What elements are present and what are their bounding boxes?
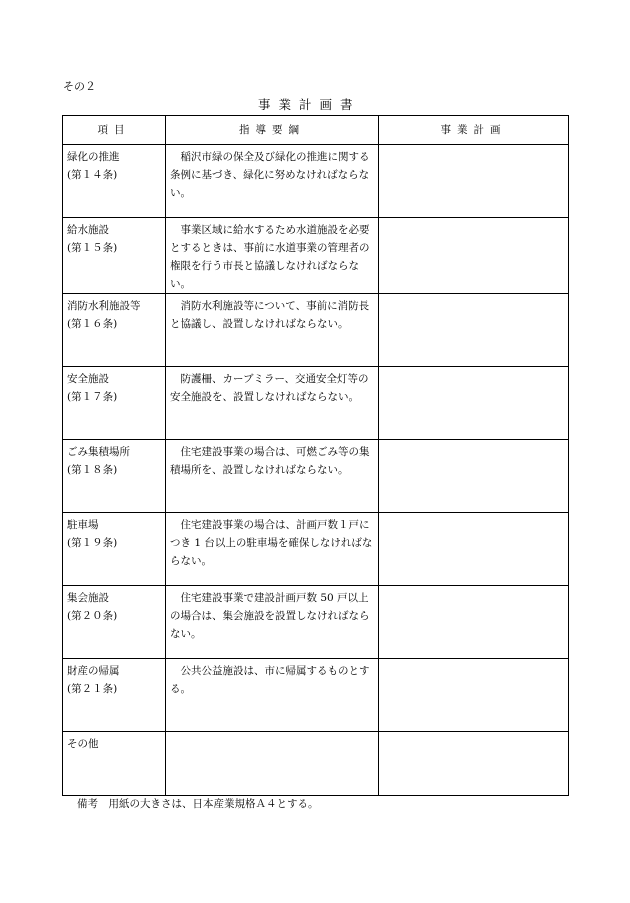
plan-cell[interactable]	[379, 586, 569, 659]
item-name: 消防水利施設等	[67, 300, 141, 312]
plan-cell[interactable]	[379, 294, 569, 367]
item-cell	[63, 218, 166, 294]
header-plan: 事業計画	[379, 116, 569, 145]
item-cell	[63, 294, 166, 367]
item-cell	[63, 586, 166, 659]
plan-cell[interactable]	[379, 440, 569, 513]
item-name: 財産の帰属	[67, 665, 120, 677]
guideline-cell: 住宅建設事業で建設計画戸数 50 戸以上の場合は、集会施設を設置しなければならない。	[166, 586, 379, 659]
guideline-cell: 防護柵、カーブミラー、交通安全灯等の安全施設を、設置しなければならない。	[166, 367, 379, 440]
plan-cell[interactable]	[379, 145, 569, 218]
plan-cell[interactable]	[379, 218, 569, 294]
table-row	[63, 367, 569, 440]
item-name: 集会施設	[67, 592, 109, 604]
item-article: (第２０条)	[67, 610, 118, 622]
item-article: (第１７条)	[67, 391, 118, 403]
item-cell	[63, 367, 166, 440]
item-name: ごみ集積場所	[67, 446, 130, 458]
table-row	[63, 732, 569, 796]
item-cell	[63, 513, 166, 586]
guideline-cell: 公共公益施設は、市に帰属するものとする。	[166, 659, 379, 732]
remark-note: 備考 用紙の大きさは、日本産業規格Ａ４とする。	[77, 798, 319, 810]
table-row	[63, 294, 569, 367]
page-label: その２	[63, 80, 96, 93]
guideline-cell: 消防水利施設等について、事前に消防長と協議し、設置しなければならない。	[166, 294, 379, 367]
item-name: 駐車場	[67, 519, 99, 531]
guideline-cell[interactable]	[166, 732, 379, 796]
item-name: 緑化の推進	[67, 151, 120, 163]
item-article: (第２１条)	[67, 683, 118, 695]
table-row	[63, 218, 569, 294]
item-cell	[63, 440, 166, 513]
plan-cell[interactable]	[379, 513, 569, 586]
document-title: 事業計画書	[258, 97, 361, 112]
plan-cell[interactable]	[379, 659, 569, 732]
item-cell	[63, 659, 166, 732]
business-plan-table	[62, 115, 569, 796]
guideline-cell: 事業区域に給水するため水道施設を必要とするときは、事前に水道事業の管理者の権限を行う市長と協議しなければならない。	[166, 218, 379, 294]
table-row	[63, 145, 569, 218]
item-article: (第１４条)	[67, 169, 118, 181]
item-cell	[63, 732, 166, 796]
table-row	[63, 586, 569, 659]
item-article: (第１５条)	[67, 242, 118, 254]
table-row	[63, 513, 569, 586]
header-item: 項目	[63, 116, 166, 145]
header-guideline: 指導要綱	[166, 116, 379, 145]
item-name: その他	[67, 738, 99, 750]
guideline-cell: 住宅建設事業の場合は、計画戸数１戸につき 1 台以上の駐車場を確保しなければならない。	[166, 513, 379, 586]
table-row	[63, 659, 569, 732]
plan-cell[interactable]	[379, 732, 569, 796]
item-article: (第１６条)	[67, 318, 118, 330]
table-row	[63, 440, 569, 513]
item-cell	[63, 145, 166, 218]
guideline-cell: 稲沢市緑の保全及び緑化の推進に関する条例に基づき、緑化に努めなければならない。	[166, 145, 379, 218]
item-article: (第１９条)	[67, 537, 118, 549]
item-name: 給水施設	[67, 224, 109, 236]
table-header-row	[63, 116, 569, 145]
item-article: (第１８条)	[67, 464, 118, 476]
guideline-cell: 住宅建設事業の場合は、可燃ごみ等の集積場所を、設置しなければならない。	[166, 440, 379, 513]
item-name: 安全施設	[67, 373, 109, 385]
plan-cell[interactable]	[379, 367, 569, 440]
